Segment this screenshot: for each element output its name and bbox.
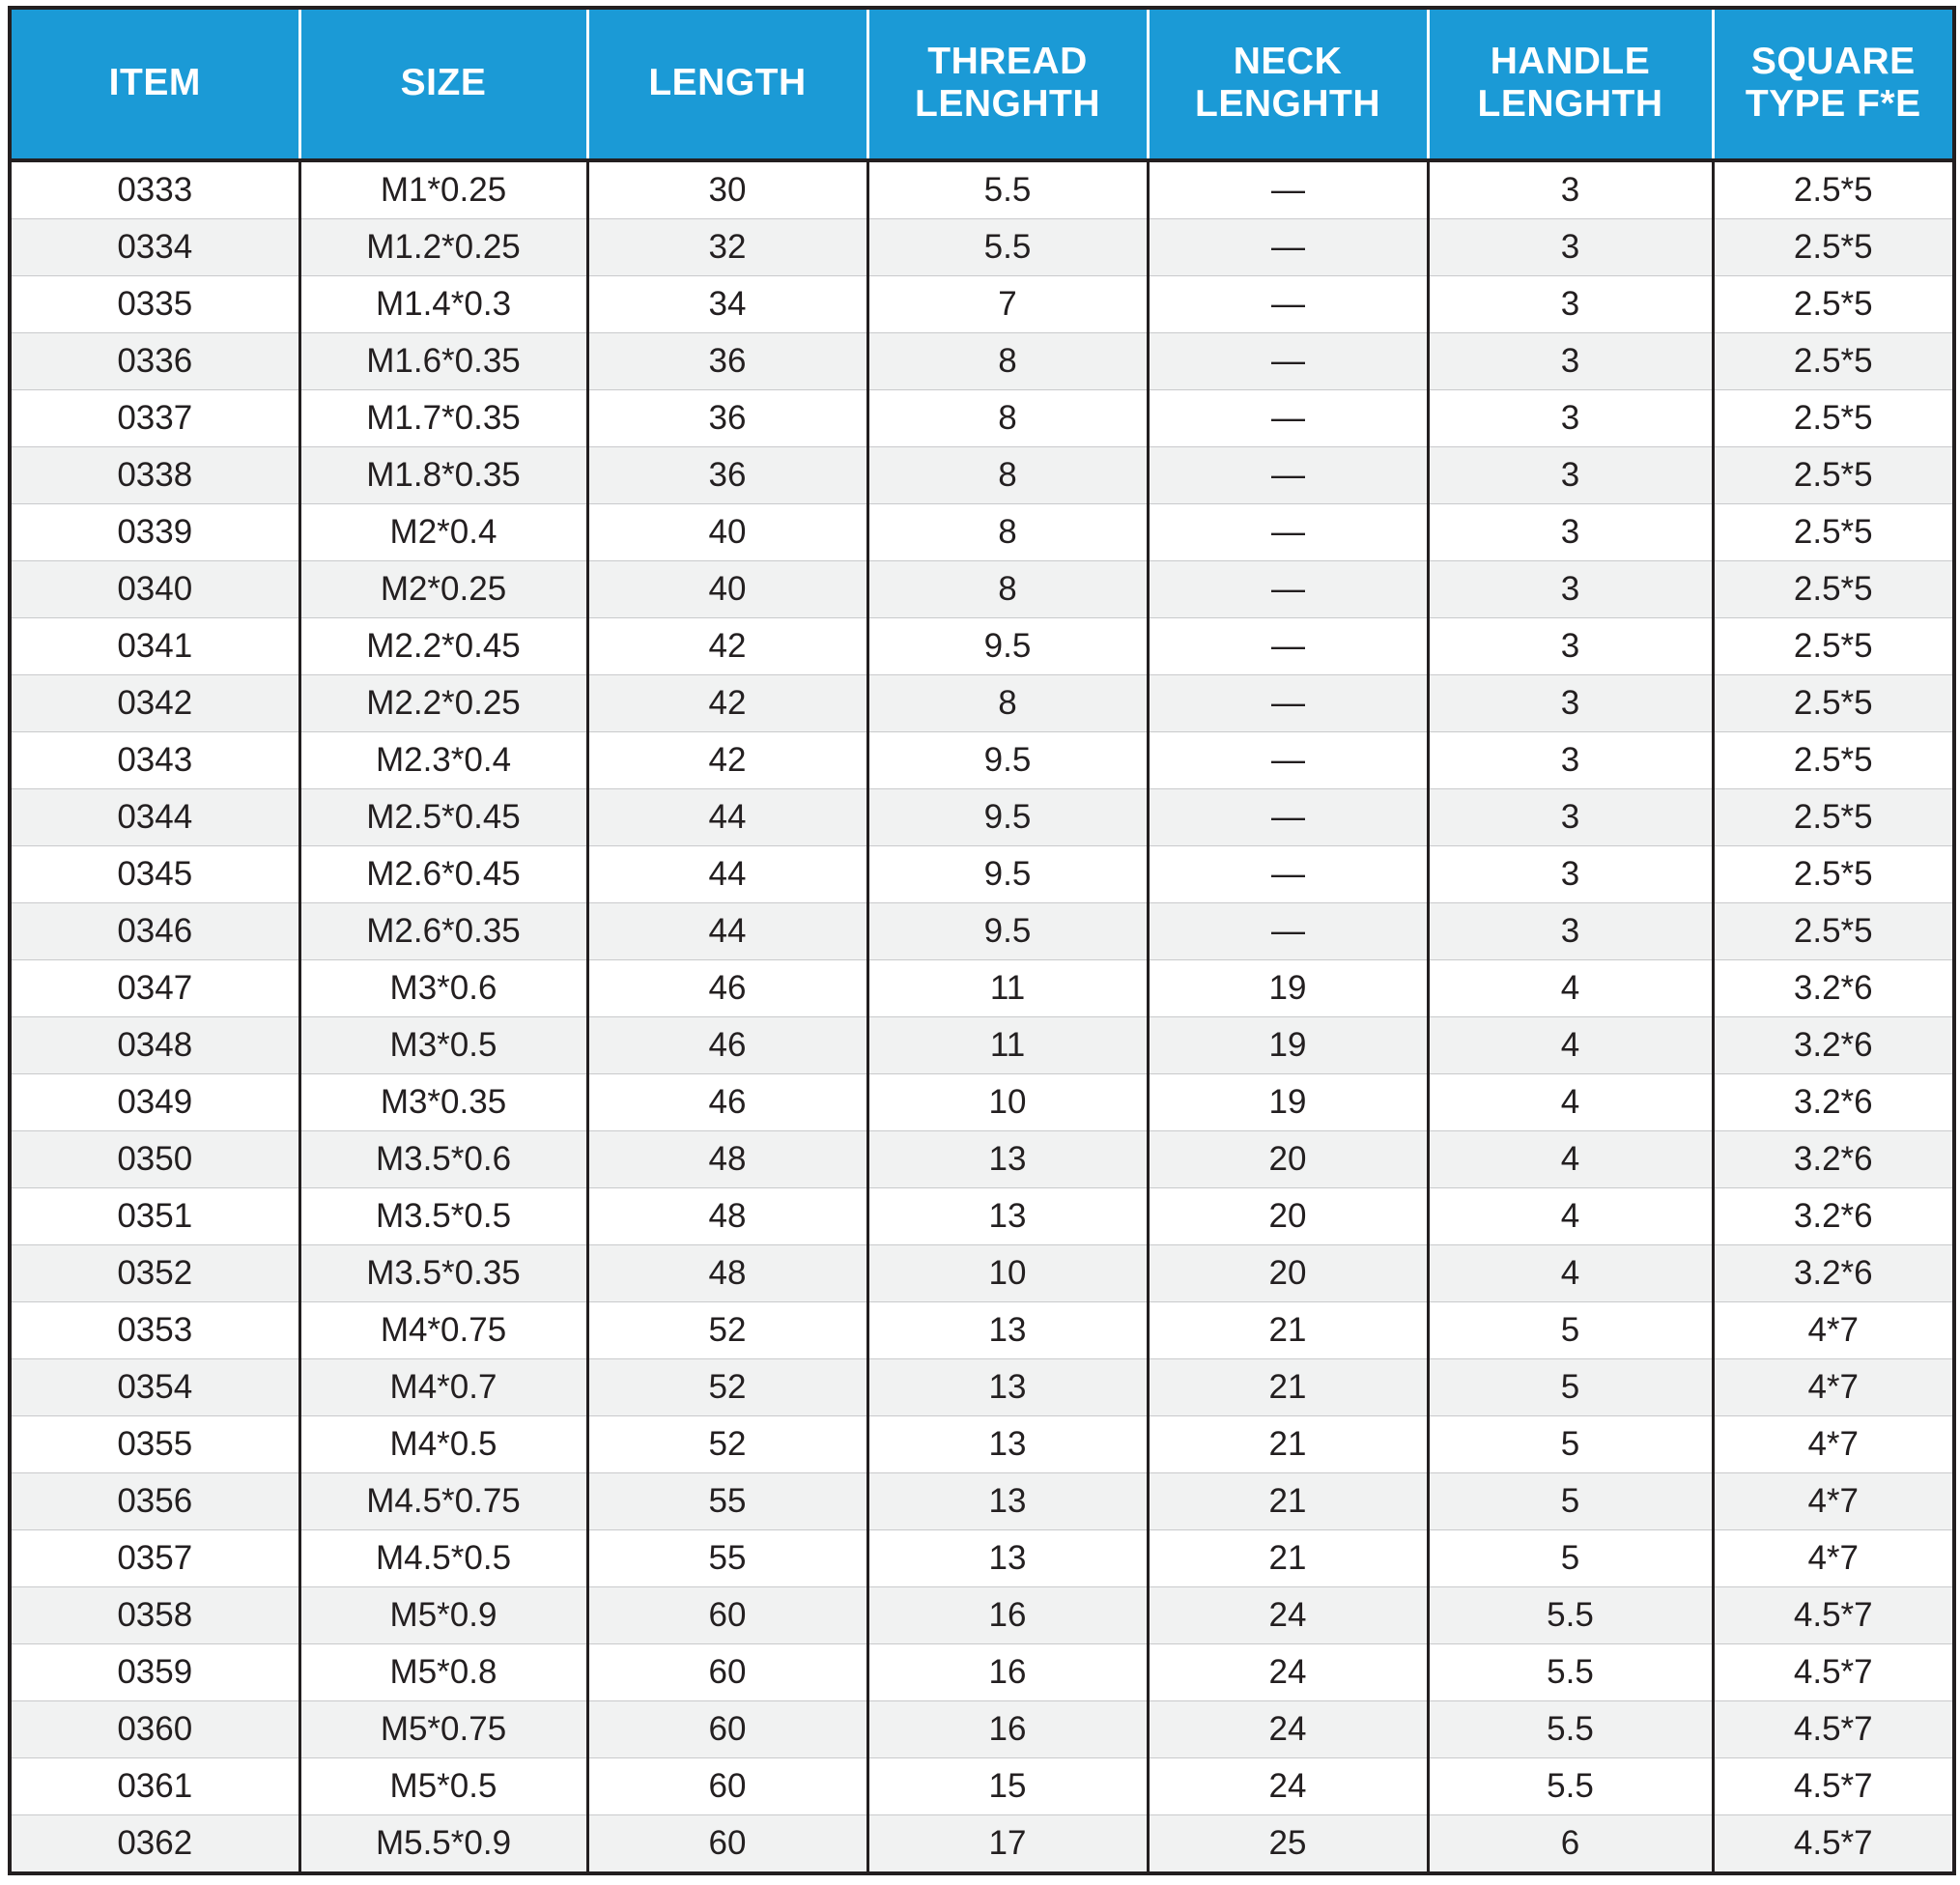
cell-neck-length: 21 <box>1148 1473 1428 1530</box>
cell-handle-length: 4 <box>1428 1074 1713 1131</box>
cell-length: 52 <box>587 1302 867 1359</box>
column-header-thread-length: THREAD LENGHTH <box>867 8 1148 160</box>
cell-size: M5*0.8 <box>299 1644 587 1701</box>
cell-item: 0335 <box>10 276 299 333</box>
cell-item: 0356 <box>10 1473 299 1530</box>
cell-thread-length: 7 <box>867 276 1148 333</box>
cell-size: M4.5*0.75 <box>299 1473 587 1530</box>
cell-size: M5*0.9 <box>299 1587 587 1644</box>
cell-square-type: 4*7 <box>1713 1530 1954 1587</box>
table-row <box>10 219 1954 276</box>
cell-item: 0358 <box>10 1587 299 1644</box>
cell-handle-length: 4 <box>1428 1017 1713 1074</box>
cell-neck-length: — <box>1148 903 1428 960</box>
cell-handle-length: 4 <box>1428 1188 1713 1245</box>
cell-handle-length: 4 <box>1428 1131 1713 1188</box>
table-header <box>10 8 1954 160</box>
cell-thread-length: 5.5 <box>867 160 1148 219</box>
cell-item: 0337 <box>10 390 299 447</box>
column-header-item: ITEM <box>10 8 299 160</box>
table-row <box>10 1074 1954 1131</box>
cell-length: 44 <box>587 846 867 903</box>
cell-item: 0346 <box>10 903 299 960</box>
cell-thread-length: 13 <box>867 1302 1148 1359</box>
column-header-neck-length: NECK LENGHTH <box>1148 8 1428 160</box>
cell-neck-length: — <box>1148 333 1428 390</box>
cell-size: M5*0.75 <box>299 1701 587 1758</box>
cell-thread-length: 13 <box>867 1416 1148 1473</box>
cell-thread-length: 17 <box>867 1815 1148 1874</box>
cell-handle-length: 3 <box>1428 219 1713 276</box>
cell-length: 42 <box>587 618 867 675</box>
table-row <box>10 1758 1954 1815</box>
cell-square-type: 2.5*5 <box>1713 447 1954 504</box>
cell-length: 52 <box>587 1359 867 1416</box>
cell-length: 30 <box>587 160 867 219</box>
cell-item: 0341 <box>10 618 299 675</box>
cell-thread-length: 9.5 <box>867 789 1148 846</box>
cell-neck-length: — <box>1148 219 1428 276</box>
cell-handle-length: 3 <box>1428 903 1713 960</box>
table-row <box>10 447 1954 504</box>
column-header-length: LENGTH <box>587 8 867 160</box>
cell-handle-length: 3 <box>1428 333 1713 390</box>
header-row <box>10 8 1954 160</box>
cell-square-type: 3.2*6 <box>1713 1017 1954 1074</box>
cell-neck-length: — <box>1148 732 1428 789</box>
cell-item: 0334 <box>10 219 299 276</box>
cell-item: 0347 <box>10 960 299 1017</box>
cell-item: 0350 <box>10 1131 299 1188</box>
cell-size: M1.6*0.35 <box>299 333 587 390</box>
cell-item: 0357 <box>10 1530 299 1587</box>
cell-neck-length: 20 <box>1148 1245 1428 1302</box>
table-row <box>10 732 1954 789</box>
cell-size: M4*0.75 <box>299 1302 587 1359</box>
cell-length: 48 <box>587 1245 867 1302</box>
cell-handle-length: 4 <box>1428 1245 1713 1302</box>
table-row <box>10 390 1954 447</box>
cell-item: 0336 <box>10 333 299 390</box>
cell-item: 0340 <box>10 561 299 618</box>
cell-size: M1.8*0.35 <box>299 447 587 504</box>
cell-item: 0362 <box>10 1815 299 1874</box>
cell-handle-length: 3 <box>1428 160 1713 219</box>
table-row <box>10 618 1954 675</box>
cell-neck-length: — <box>1148 561 1428 618</box>
cell-neck-length: 21 <box>1148 1302 1428 1359</box>
cell-item: 0348 <box>10 1017 299 1074</box>
table-row <box>10 1188 1954 1245</box>
cell-neck-length: 24 <box>1148 1587 1428 1644</box>
cell-neck-length: 21 <box>1148 1530 1428 1587</box>
cell-square-type: 4.5*7 <box>1713 1758 1954 1815</box>
cell-thread-length: 9.5 <box>867 903 1148 960</box>
cell-handle-length: 3 <box>1428 390 1713 447</box>
cell-size: M2.5*0.45 <box>299 789 587 846</box>
cell-neck-length: — <box>1148 789 1428 846</box>
table-row <box>10 1701 1954 1758</box>
cell-square-type: 2.5*5 <box>1713 333 1954 390</box>
cell-handle-length: 3 <box>1428 504 1713 561</box>
cell-handle-length: 5.5 <box>1428 1758 1713 1815</box>
cell-square-type: 2.5*5 <box>1713 789 1954 846</box>
cell-neck-length: 19 <box>1148 960 1428 1017</box>
table-row <box>10 333 1954 390</box>
cell-neck-length: — <box>1148 160 1428 219</box>
cell-item: 0338 <box>10 447 299 504</box>
cell-square-type: 2.5*5 <box>1713 219 1954 276</box>
cell-length: 48 <box>587 1131 867 1188</box>
column-header-square-type: SQUARE TYPE F*E <box>1713 8 1954 160</box>
table-row <box>10 276 1954 333</box>
cell-thread-length: 9.5 <box>867 618 1148 675</box>
table-row <box>10 1302 1954 1359</box>
cell-thread-length: 8 <box>867 675 1148 732</box>
table-row <box>10 1416 1954 1473</box>
cell-square-type: 2.5*5 <box>1713 732 1954 789</box>
cell-thread-length: 8 <box>867 504 1148 561</box>
cell-neck-length: 24 <box>1148 1644 1428 1701</box>
cell-square-type: 4*7 <box>1713 1473 1954 1530</box>
cell-neck-length: 19 <box>1148 1074 1428 1131</box>
cell-handle-length: 5 <box>1428 1416 1713 1473</box>
cell-thread-length: 5.5 <box>867 219 1148 276</box>
cell-item: 0343 <box>10 732 299 789</box>
cell-handle-length: 3 <box>1428 561 1713 618</box>
table-row <box>10 561 1954 618</box>
cell-size: M3*0.6 <box>299 960 587 1017</box>
cell-size: M3*0.35 <box>299 1074 587 1131</box>
cell-neck-length: 20 <box>1148 1131 1428 1188</box>
cell-thread-length: 8 <box>867 333 1148 390</box>
table-row <box>10 960 1954 1017</box>
cell-neck-length: 21 <box>1148 1359 1428 1416</box>
cell-thread-length: 16 <box>867 1701 1148 1758</box>
cell-size: M5.5*0.9 <box>299 1815 587 1874</box>
cell-square-type: 3.2*6 <box>1713 960 1954 1017</box>
table-row <box>10 1473 1954 1530</box>
cell-size: M2.6*0.45 <box>299 846 587 903</box>
cell-handle-length: 3 <box>1428 276 1713 333</box>
table-row <box>10 1245 1954 1302</box>
cell-neck-length: — <box>1148 846 1428 903</box>
cell-size: M4*0.5 <box>299 1416 587 1473</box>
cell-length: 44 <box>587 789 867 846</box>
cell-handle-length: 5 <box>1428 1302 1713 1359</box>
table-row <box>10 1530 1954 1587</box>
cell-handle-length: 3 <box>1428 618 1713 675</box>
cell-size: M3.5*0.5 <box>299 1188 587 1245</box>
cell-square-type: 2.5*5 <box>1713 561 1954 618</box>
table-row <box>10 504 1954 561</box>
cell-size: M3.5*0.35 <box>299 1245 587 1302</box>
cell-handle-length: 3 <box>1428 447 1713 504</box>
cell-size: M4*0.7 <box>299 1359 587 1416</box>
cell-square-type: 2.5*5 <box>1713 618 1954 675</box>
cell-item: 0349 <box>10 1074 299 1131</box>
cell-handle-length: 5.5 <box>1428 1701 1713 1758</box>
table-row <box>10 675 1954 732</box>
cell-size: M3.5*0.6 <box>299 1131 587 1188</box>
cell-size: M3*0.5 <box>299 1017 587 1074</box>
cell-size: M2.3*0.4 <box>299 732 587 789</box>
cell-length: 44 <box>587 903 867 960</box>
cell-thread-length: 13 <box>867 1473 1148 1530</box>
cell-size: M1.4*0.3 <box>299 276 587 333</box>
cell-thread-length: 13 <box>867 1359 1148 1416</box>
table-row <box>10 160 1954 219</box>
cell-neck-length: — <box>1148 675 1428 732</box>
cell-item: 0359 <box>10 1644 299 1701</box>
table-row <box>10 903 1954 960</box>
cell-item: 0360 <box>10 1701 299 1758</box>
cell-item: 0361 <box>10 1758 299 1815</box>
cell-square-type: 2.5*5 <box>1713 504 1954 561</box>
cell-length: 60 <box>587 1701 867 1758</box>
cell-neck-length: 20 <box>1148 1188 1428 1245</box>
table-row <box>10 1131 1954 1188</box>
cell-item: 0339 <box>10 504 299 561</box>
cell-size: M1*0.25 <box>299 160 587 219</box>
cell-thread-length: 13 <box>867 1530 1148 1587</box>
cell-square-type: 4.5*7 <box>1713 1701 1954 1758</box>
cell-size: M2.6*0.35 <box>299 903 587 960</box>
cell-square-type: 4.5*7 <box>1713 1815 1954 1874</box>
cell-square-type: 4*7 <box>1713 1416 1954 1473</box>
cell-neck-length: — <box>1148 618 1428 675</box>
cell-size: M2.2*0.25 <box>299 675 587 732</box>
cell-thread-length: 11 <box>867 1017 1148 1074</box>
cell-size: M1.7*0.35 <box>299 390 587 447</box>
cell-item: 0342 <box>10 675 299 732</box>
cell-handle-length: 5 <box>1428 1473 1713 1530</box>
table-row <box>10 1815 1954 1874</box>
cell-size: M2*0.25 <box>299 561 587 618</box>
cell-item: 0354 <box>10 1359 299 1416</box>
cell-square-type: 2.5*5 <box>1713 846 1954 903</box>
cell-length: 52 <box>587 1416 867 1473</box>
cell-handle-length: 5 <box>1428 1359 1713 1416</box>
cell-thread-length: 9.5 <box>867 846 1148 903</box>
cell-thread-length: 13 <box>867 1131 1148 1188</box>
cell-neck-length: — <box>1148 390 1428 447</box>
cell-length: 46 <box>587 1017 867 1074</box>
cell-square-type: 4.5*7 <box>1713 1644 1954 1701</box>
column-header-handle-length: HANDLE LENGHTH <box>1428 8 1713 160</box>
cell-length: 55 <box>587 1473 867 1530</box>
cell-neck-length: 24 <box>1148 1758 1428 1815</box>
cell-size: M4.5*0.5 <box>299 1530 587 1587</box>
cell-length: 36 <box>587 333 867 390</box>
cell-handle-length: 5.5 <box>1428 1644 1713 1701</box>
cell-handle-length: 3 <box>1428 675 1713 732</box>
cell-length: 48 <box>587 1188 867 1245</box>
cell-thread-length: 13 <box>867 1188 1148 1245</box>
cell-square-type: 2.5*5 <box>1713 276 1954 333</box>
cell-thread-length: 10 <box>867 1245 1148 1302</box>
cell-neck-length: 21 <box>1148 1416 1428 1473</box>
cell-handle-length: 3 <box>1428 846 1713 903</box>
cell-length: 60 <box>587 1758 867 1815</box>
cell-length: 36 <box>587 390 867 447</box>
cell-thread-length: 11 <box>867 960 1148 1017</box>
table-row <box>10 1359 1954 1416</box>
column-header-size: SIZE <box>299 8 587 160</box>
cell-thread-length: 10 <box>867 1074 1148 1131</box>
cell-square-type: 2.5*5 <box>1713 903 1954 960</box>
cell-handle-length: 3 <box>1428 789 1713 846</box>
cell-square-type: 2.5*5 <box>1713 675 1954 732</box>
cell-item: 0351 <box>10 1188 299 1245</box>
cell-item: 0333 <box>10 160 299 219</box>
cell-handle-length: 6 <box>1428 1815 1713 1874</box>
cell-size: M2*0.4 <box>299 504 587 561</box>
cell-thread-length: 8 <box>867 447 1148 504</box>
cell-square-type: 4*7 <box>1713 1302 1954 1359</box>
cell-thread-length: 15 <box>867 1758 1148 1815</box>
cell-handle-length: 5 <box>1428 1530 1713 1587</box>
cell-square-type: 3.2*6 <box>1713 1188 1954 1245</box>
cell-thread-length: 8 <box>867 561 1148 618</box>
cell-square-type: 2.5*5 <box>1713 160 1954 219</box>
cell-size: M5*0.5 <box>299 1758 587 1815</box>
cell-handle-length: 4 <box>1428 960 1713 1017</box>
cell-square-type: 2.5*5 <box>1713 390 1954 447</box>
cell-handle-length: 3 <box>1428 732 1713 789</box>
cell-length: 60 <box>587 1587 867 1644</box>
cell-item: 0353 <box>10 1302 299 1359</box>
cell-size: M2.2*0.45 <box>299 618 587 675</box>
cell-length: 40 <box>587 504 867 561</box>
cell-length: 46 <box>587 1074 867 1131</box>
cell-length: 36 <box>587 447 867 504</box>
cell-item: 0355 <box>10 1416 299 1473</box>
cell-square-type: 4.5*7 <box>1713 1587 1954 1644</box>
cell-length: 60 <box>587 1815 867 1874</box>
table-body <box>10 160 1954 1873</box>
cell-neck-length: — <box>1148 276 1428 333</box>
cell-size: M1.2*0.25 <box>299 219 587 276</box>
cell-neck-length: — <box>1148 447 1428 504</box>
cell-square-type: 3.2*6 <box>1713 1245 1954 1302</box>
cell-length: 42 <box>587 732 867 789</box>
cell-handle-length: 5.5 <box>1428 1587 1713 1644</box>
cell-square-type: 3.2*6 <box>1713 1074 1954 1131</box>
cell-length: 46 <box>587 960 867 1017</box>
cell-thread-length: 8 <box>867 390 1148 447</box>
cell-thread-length: 16 <box>867 1644 1148 1701</box>
cell-length: 40 <box>587 561 867 618</box>
cell-length: 34 <box>587 276 867 333</box>
cell-length: 60 <box>587 1644 867 1701</box>
cell-neck-length: 24 <box>1148 1701 1428 1758</box>
cell-neck-length: 25 <box>1148 1815 1428 1874</box>
cell-length: 32 <box>587 219 867 276</box>
table-row <box>10 1644 1954 1701</box>
cell-thread-length: 16 <box>867 1587 1148 1644</box>
specification-table <box>8 6 1956 1875</box>
table-row <box>10 846 1954 903</box>
cell-item: 0352 <box>10 1245 299 1302</box>
table-row <box>10 1587 1954 1644</box>
cell-square-type: 3.2*6 <box>1713 1131 1954 1188</box>
cell-item: 0345 <box>10 846 299 903</box>
cell-item: 0344 <box>10 789 299 846</box>
table-row <box>10 789 1954 846</box>
cell-thread-length: 9.5 <box>867 732 1148 789</box>
cell-length: 42 <box>587 675 867 732</box>
cell-length: 55 <box>587 1530 867 1587</box>
cell-neck-length: 19 <box>1148 1017 1428 1074</box>
cell-square-type: 4*7 <box>1713 1359 1954 1416</box>
table-row <box>10 1017 1954 1074</box>
cell-neck-length: — <box>1148 504 1428 561</box>
